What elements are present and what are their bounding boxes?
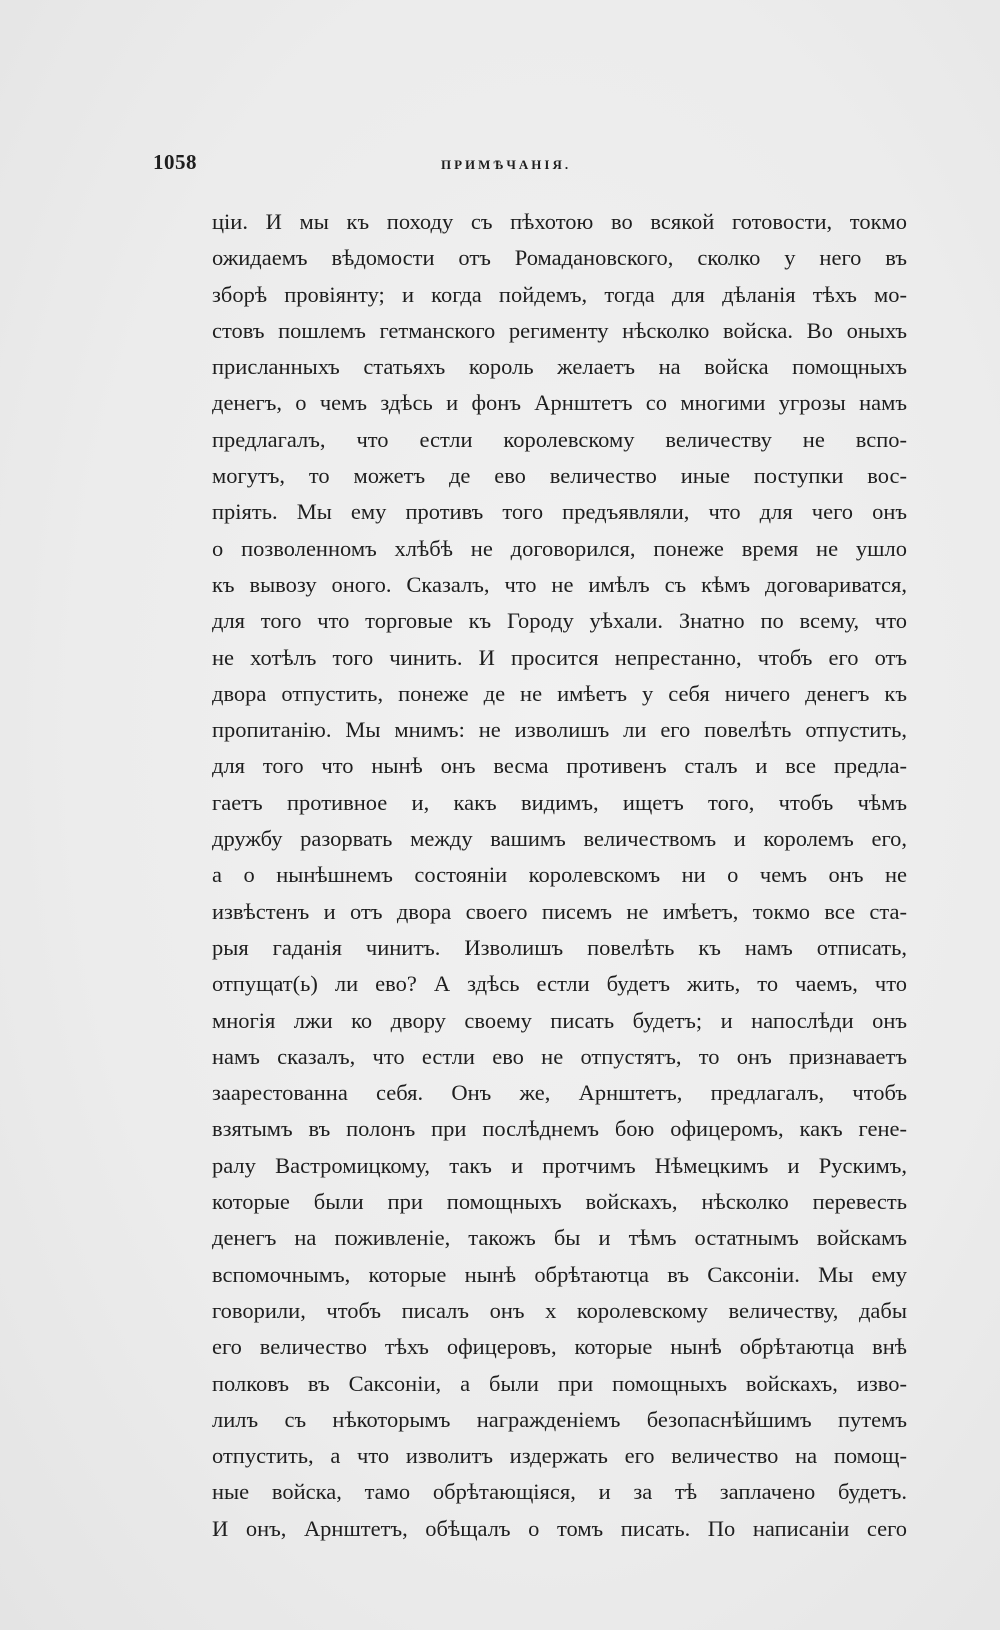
- text-line: могутъ, то можетъ де ево величество иные поступки вос-: [212, 463, 907, 489]
- text-line: отпустить, а что изволитъ издержать его величество на помощ-: [212, 1443, 907, 1469]
- text-line: двора отпустить, понеже де не имѣетъ у себя ничего денегъ къ: [212, 680, 907, 706]
- text-line: пропитанію. Мы мнимъ: не изволишъ ли его повелѣть отпустить,: [212, 717, 907, 743]
- text-line: лилъ съ нѣкоторымъ награжденіемъ безопаснѣйшимъ путемъ: [212, 1406, 907, 1432]
- text-line: зборѣ провіянту; и когда пойдемъ, тогда для дѣланія тѣхъ мо-: [212, 281, 907, 307]
- text-line: для того что нынѣ онъ весма противенъ сталъ и все предла-: [212, 753, 907, 779]
- text-line: намъ сказалъ, что естли ево не отпустятъ, то онъ признаваетъ: [212, 1043, 907, 1069]
- text-line: которые были при помощныхъ войскахъ, нѣсколко перевесть: [212, 1189, 907, 1215]
- text-line: говорили, чтобъ писалъ онъ х королевскому величеству, дабы: [212, 1297, 907, 1323]
- running-head-title: ПРИМѢЧАНІЯ.: [441, 157, 572, 172]
- text-line: не хотѣлъ того чинить. И просится непрестанно, чтобъ его отъ: [212, 644, 907, 670]
- text-line: многія лжи ко двору своему писать будетъ; и напослѣди онъ: [212, 1007, 907, 1033]
- text-line: стовъ пошлемъ гетманского регименту нѣсколко войска. Во оныхъ: [212, 317, 907, 343]
- text-line: отпущат(ь) ли ево? А здѣсь естли будетъ жить, то чаемъ, что: [212, 971, 907, 997]
- text-line: предлагалъ, что естли королевскому величеству не вспо-: [212, 426, 907, 452]
- text-line: а о нынѣшнемъ состояніи королевскомъ ни о чемъ онъ не: [212, 862, 907, 888]
- text-line: денегъ, о чемъ здѣсь и фонъ Арнштетъ со многими угрозы намъ: [212, 390, 907, 416]
- text-line: полковъ въ Саксоніи, а были при помощныхъ войскахъ, изво-: [212, 1370, 907, 1396]
- text-line: ціи. И мы къ походу съ пѣхотою во всякой готовости, токмо: [212, 209, 907, 234]
- text-line: взятымъ въ полонъ при послѣднемъ бою офицеромъ, какъ гене-: [212, 1116, 907, 1142]
- page-number: 1058: [153, 150, 197, 174]
- body-text: [212, 204, 907, 1547]
- text-line: присланныхъ статьяхъ король желаетъ на войска помощныхъ: [212, 354, 907, 380]
- text-line: извѣстенъ и отъ двора своего писемъ не имѣетъ, токмо все ста-: [212, 898, 907, 924]
- text-line: для того что торговые къ Городу уѣхали. Знатно по всему, что: [212, 608, 907, 634]
- text-line: къ вывозу оного. Сказалъ, что не имѣлъ съ кѣмъ договариватся,: [212, 571, 907, 597]
- running-head: [153, 150, 903, 184]
- text-line: дружбу разорвать между вашимъ величествомъ и королемъ его,: [212, 826, 907, 852]
- text-line: И онъ, Арнштетъ, обѣщалъ о томъ писать. По написаніи сего: [212, 1515, 907, 1541]
- text-line: пріять. Мы ему противъ того предъявляли, что для чего онъ: [212, 499, 907, 525]
- text-line: денегъ на поживленіе, такожъ бы и тѣмъ остатнымъ войскамъ: [212, 1225, 907, 1251]
- text-line: заарестованна себя. Онъ же, Арнштетъ, предлагалъ, чтобъ: [212, 1080, 907, 1106]
- text-line: рыя гаданія чинитъ. Изволишъ повелѣть къ намъ отписать,: [212, 934, 907, 960]
- text-line: о позволенномъ хлѣбѣ не договорился, понеже время не ушло: [212, 535, 907, 561]
- text-line: ожидаемъ вѣдомости отъ Ромадановского, сколко у него въ: [212, 245, 907, 271]
- text-line: гаетъ противное и, какъ видимъ, ищетъ того, чтобъ чѣмъ: [212, 789, 907, 815]
- text-line: ралу Вастромицкому, такъ и протчимъ Нѣмецкимъ и Рускимъ,: [212, 1152, 907, 1178]
- text-line: ные войска, тамо обрѣтающіяся, и за тѣ заплачено будетъ.: [212, 1479, 907, 1505]
- text-line: вспомочнымъ, которые нынѣ обрѣтаютца въ Саксоніи. Мы ему: [212, 1261, 907, 1287]
- text-line: его величество тѣхъ офицеровъ, которые нынѣ обрѣтаютца внѣ: [212, 1334, 907, 1360]
